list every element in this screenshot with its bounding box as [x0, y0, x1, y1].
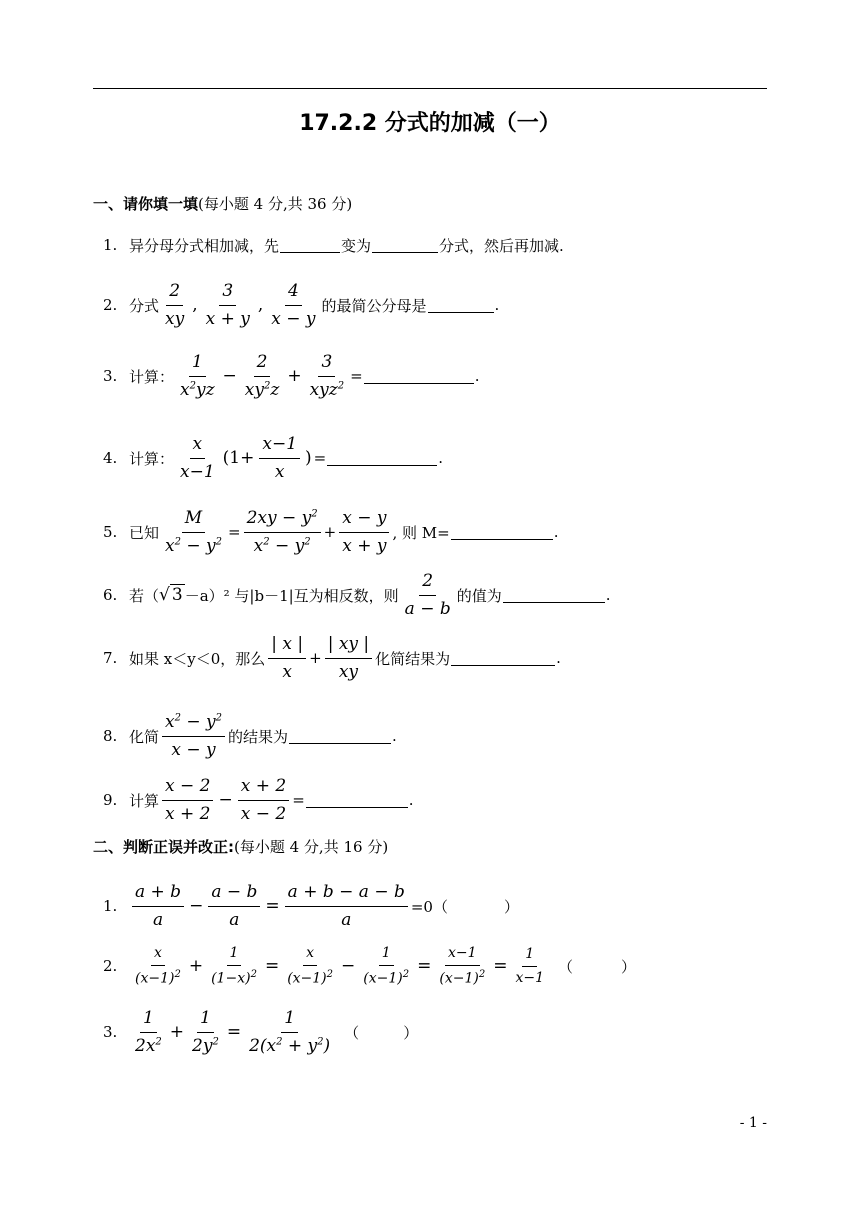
section-2-heading: [93, 836, 388, 857]
answer-blank[interactable]: [428, 298, 494, 313]
section-2-note: (每小题 4 分,共 16 分): [234, 838, 389, 856]
fraction: $\frac{1}{2y^2}$: [192, 1008, 219, 1056]
question-1: 1. 异分母分式相加减，先 变为 分式，然后再加减.: [103, 236, 564, 255]
fraction: $\frac{a - b}{a}$: [208, 882, 260, 930]
fraction: $\frac{1}{x-1}$: [515, 945, 545, 986]
answer-blank[interactable]: [364, 369, 474, 384]
fraction: a + b a: [132, 882, 184, 930]
page-title: 17.2.2 分式的加减（一）: [299, 111, 561, 136]
answer-blank[interactable]: [280, 238, 340, 253]
fraction: $\frac{2}{xy^2z}$: [244, 352, 280, 400]
fraction: $\frac{1}{(1-x)^2}$: [211, 944, 257, 987]
answer-blank[interactable]: [306, 793, 408, 808]
question-9: 9. 计算 x − 2 x + 2 − $\frac{x + 2}{x - 2}$ = .: [103, 776, 414, 824]
fraction: $\frac{2xy - y^2}{x^2 - y^2}$: [244, 508, 321, 556]
answer-blank[interactable]: [451, 525, 553, 540]
answer-blank[interactable]: [451, 651, 555, 666]
fraction: 2 xy: [165, 281, 185, 329]
fraction: $\frac{1}{(x-1)^2}$: [363, 944, 410, 987]
section-1-title: 一、请你填一填: [93, 195, 199, 213]
fraction: $\frac{x-1}{x}$: [259, 434, 300, 482]
fraction: 3 x + y: [205, 281, 250, 329]
fraction: $\frac{x}{(x-1)^2}$: [287, 944, 334, 987]
fraction: $\frac{M}{x^2 - y^2}$: [165, 508, 223, 556]
section-2-title: 二、判断正误并改正:: [93, 838, 234, 856]
answer-blank[interactable]: [372, 238, 438, 253]
question-5: 5. 已知 $\frac{M}{x^2 - y^2}$ = $\frac{2xy - y^2}{x^2 - y^2}$ + $\frac{x - y}{x + y}$ , 则 M= .: [103, 508, 559, 556]
fraction: $\frac{a + b - a - b}{a}$: [285, 882, 408, 930]
question-6: 6. 若（ √ 3 －a）² 与|b－1|互为相反数，则 2 a − b 的值为 .: [103, 571, 611, 619]
fraction: 1 $x^2yz$: [180, 352, 215, 400]
question-4: 4. 计算： x x−1 (1+ $\frac{x-1}{x}$ ) = .: [103, 434, 444, 482]
fraction: x x−1: [180, 434, 215, 482]
question-3: 3. 计算： 1 $x^2yz$ − $\frac{2}{xy^2z}$ + 3 xyz$^2$ = .: [103, 352, 480, 400]
fraction: x $(x-1)^2$: [135, 944, 181, 987]
fraction: $\frac{| xy |}{xy}$: [325, 634, 372, 682]
top-rule: [93, 88, 767, 89]
fraction: $\frac{x - y}{x + y}$: [339, 508, 389, 556]
answer-blank[interactable]: [327, 451, 437, 466]
question-7: 7. 如果 x＜y＜0，那么 | x | x + $\frac{| xy |}{xy}$ 化简结果为 .: [103, 634, 561, 682]
fraction: $x^2 - y^2$ x − y: [162, 712, 225, 760]
judge-1: 1. a + b a − $\frac{a - b}{a}$ = $\frac{a + b - a - b}{a}$ =0（ ）: [103, 882, 519, 930]
fraction: $\frac{x-1}{(x-1)^2}$: [439, 944, 486, 987]
answer-blank[interactable]: [503, 588, 605, 603]
page-number: - 1 -: [739, 1115, 767, 1131]
judge-3: 3. 1 $2x^2$ + $\frac{1}{2y^2}$ = $\frac{1}{2(x^2 + y^2)}$ （ ）: [103, 1008, 419, 1056]
fraction: | x | x: [268, 634, 306, 682]
fraction: 4 x − y: [271, 281, 316, 329]
question-2: 2. 分式 2 xy , 3 x + y , 4 x − y 的最简公分母是 .: [103, 281, 500, 329]
question-8: 8. 化简 $x^2 - y^2$ x − y 的结果为 .: [103, 712, 397, 760]
section-1-heading: [93, 193, 352, 214]
fraction: 2 a − b: [404, 571, 451, 619]
answer-blank[interactable]: [289, 729, 391, 744]
fraction: 1 $2x^2$: [135, 1008, 162, 1056]
sqrt-3: √ 3: [159, 585, 183, 605]
judge-2: 2. x $(x-1)^2$ + $\frac{1}{(1-x)^2}$ = $\frac{x}{(x-1)^2}$ − $\frac{1}{(x-1)^2}$ = $\frac{x-1}{(x-1)^2}$ = $\frac{1}{x-1}$ （ ）: [103, 944, 637, 987]
fraction: $\frac{1}{2(x^2 + y^2)}$: [249, 1008, 331, 1056]
section-1-note: (每小题 4 分,共 36 分): [198, 195, 353, 213]
fraction: 3 xyz$^2$: [309, 352, 345, 400]
fraction: x − 2 x + 2: [162, 776, 213, 824]
fraction: $\frac{x + 2}{x - 2}$: [238, 776, 289, 824]
